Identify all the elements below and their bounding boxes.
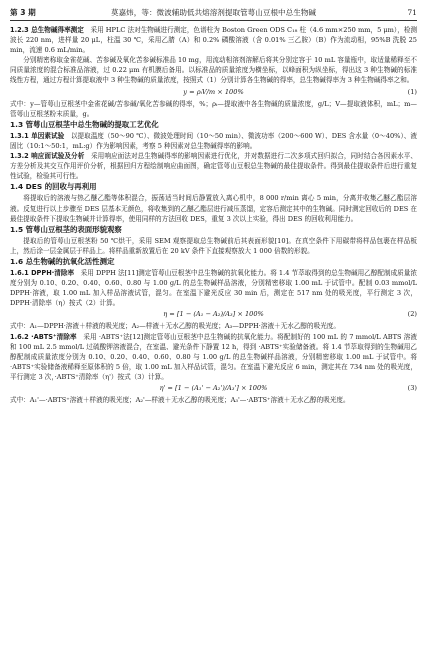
heading-1-5: 1.5 管萼山豆根茎的表面形貌观察 bbox=[10, 224, 122, 234]
heading-1-3-2: 1.3.2 响应面试验及分析 bbox=[10, 152, 85, 161]
issue-label: 第 3 期 bbox=[10, 8, 36, 17]
equation-2-body: η = [1 − (A₁ − A₂)/A₃] × 100% bbox=[163, 310, 264, 319]
heading-1-6: 1.6 总生物碱的抗氧化活性测定 bbox=[10, 256, 115, 266]
equation-3-number: (3) bbox=[407, 384, 417, 392]
equation-2-desc: 式中：A₁—DPPH·溶液＋样液的吸光度；A₂—样液＋无水乙醇的吸光度；A₃—DPPH·溶液＋无水乙醇的吸光度。 bbox=[10, 322, 340, 331]
equation-3-desc: 式中：A₁'—·ABTS⁺溶液＋样液的吸光度；A₂'—样液＋无水乙醇的吸光度；A₃'—·ABTS⁺溶液＋无水乙醇的吸光度。 bbox=[10, 396, 350, 404]
text-1-2-3-a: 采用 HPLC 法对生物碱进行测定，色谱柱为 Boston Green ODS C₁₈ 柱（4.6 mm×250 mm，5 μm），检测波长 220 nm，进样量 20 μL，柱温 30 ℃，采用乙腈（A）和 0.2% 磷酸溶液（含 0.01% 三乙胺）（B）作为流动相，95%B 洗脱 25 min，流速 0.6 mL/min。 bbox=[10, 26, 418, 55]
equation-1-body: y = ρᵢV/m × 100% bbox=[183, 87, 244, 96]
equation-2 bbox=[10, 309, 417, 320]
equation-1-number: (1) bbox=[407, 87, 417, 96]
page-header bbox=[10, 6, 417, 21]
heading-1-3-1: 1.3.1 单因素试验 bbox=[10, 131, 65, 140]
equation-3 bbox=[10, 383, 417, 394]
para-1-3-2 bbox=[10, 151, 417, 181]
text-1-3-1: 以提取温度（50～90 ℃）、微波处理时间（10～50 min）、微波功率（200～600 W）、DES 含水量（0～40%）、液固比（10:1～50:1，mL:g）作为影响因素，考察 5 种因素对总生物碱得率的影响。 bbox=[10, 131, 417, 150]
heading-1-4: 1.4 DES 的回收与再利用 bbox=[10, 182, 97, 192]
heading-1-6-1: 1.6.1 DPPH·清除率 bbox=[10, 269, 75, 278]
article-body bbox=[10, 25, 417, 405]
para-1-5: 提取后的管萼山豆根茎粉 50 ℃烘干，采用 SEM 观察提取总生物碱前后其表面形貌[10]。在真空条件下用碳带将样品包裹在样品板上，然后涂一层金属层于样品上。将样品重新放置后在 20 kV 条件下直接观察放大 1 000 倍数的形貌。 bbox=[10, 236, 417, 255]
running-title: 莫嘉炜，等：微波辅助低共熔溶剂提取管萼山豆根中总生物碱 bbox=[110, 8, 317, 17]
heading-1-2-3: 1.2.3 总生物碱得率测定 bbox=[10, 26, 84, 34]
equation-1 bbox=[10, 87, 417, 98]
para-1-4: 将提取后的溶液与热乙醚乙酯等体积混合，振荡适当时间后静置放入离心机中，8 000 r/min 离心 5 min，分离并收集乙醚乙酯层溶液。反复进行以上步骤至 DES 层基本无颜色，将收集到的乙醚乙酯层进行减压蒸馏，定容后测定其中的生物碱。同时测定回收后的 DES 在最佳提取条件下提取生物碱并计算得率，使用同样的方法回收 DES，重复 3 次以上实验，得出 DES 的回收利用能力。 bbox=[10, 194, 417, 223]
equation-2-number: (2) bbox=[407, 310, 417, 319]
para-1-2-3-b: 分别精密称取金雀花碱、苦参碱及氧化苦参碱标准品 10 mg，用流动相溶剂溶解后将其分别定容于 10 mL 容量瓶中，取适量稀释至不同质量浓度的混合标准品溶液，过 0.22 μm 有机膜后备用。以标准品的质量浓度为横坐标，以峰面积为纵坐标，得出这 3 种生物碱的标准线性方程，通过方程计算提取液中 3 种生物碱的质量浓度，按照式（1）分别计算各生物碱的得率，总生物碱得率为 3 种生物碱得率之和。 bbox=[10, 56, 417, 85]
para-1-6-2 bbox=[10, 332, 417, 382]
text-1-3-2: 采用响应面法对总生物碱得率的影响因素进行优化，并对数据进行二次多项式回归拟合，同时结合各因素水平、方差分析及其交互作用评价分析，根据回归方程绘制响应曲面图，确定管萼山豆根总生物碱的最佳提取条件。得到最佳提取条件后进行重复性试验，检验其可行性。 bbox=[10, 152, 418, 181]
text-1-6-2: 采用 ·ABTS⁺法[12]测定管萼山豆根茎中总生物碱的抗氧化能力。将配制好的 100 mL 的 7 mmol/L ABTS 溶液和 100 mL 2.5 mmol/L 过硫酸钾溶液混合，在室温、避光条件下静置 12 h，得到 ·ABTS⁺实验储备液。将 1.4 节萃取得到的生物碱用乙醇配制成质量浓度分别为 0.10、0.20、0.40、0.60、0.80 与 1.00 g/L 的总生物碱样品溶液，分别精密移取 1.00 mL 于试管中。将 ·ABTS⁺实验储备液稀释至原体积的 5 倍，取 1.00 mL 加入样品试管，混匀。在室温下避光反应 6 min，测定其在 734 nm 处的吸光度，平行测定 3 次，·ABTS⁺清除率（η'）按式（3）计算。 bbox=[10, 332, 417, 381]
text-1-6-1: 采用 DPPH 法[11]测定管萼山豆根茎中总生物碱的抗氧化能力。将 1.4 节萃取得到的总生物碱用乙醇配制成质量浓度分别为 0.10、0.20、0.40、0.60、0.80 与 1.00 g/L 的总生物碱样品溶液，分别精密移取 1.00 mL 于试管中。配制 0.03 mmol/L DPPH·溶液，取 1.00 mL 加入样品溶液试管，混匀。在室温下避光反应 30 min 后，测定在 517 nm 处的吸光度，平行测定 3 次，DPPH·清除率（η）按式（2）计算。 bbox=[10, 269, 417, 308]
heading-1-3: 1.3 管萼山豆根茎中总生物碱的提取工艺优化 bbox=[10, 119, 159, 129]
equation-3-body: η' = [1 − (A₁' − A₂')/A₃'] × 100% bbox=[159, 384, 268, 392]
page-number: 71 bbox=[407, 8, 417, 17]
para-1-2-3 bbox=[10, 25, 417, 55]
heading-1-6-2: 1.6.2 ·ABTS⁺清除率 bbox=[10, 332, 77, 341]
para-1-6-1 bbox=[10, 268, 417, 308]
para-1-3-1 bbox=[10, 131, 417, 151]
equation-1-desc: 式中：y—管萼山豆根茎中金雀花碱/苦参碱/氧化苦参碱的得率，%；ρᵢ—提取液中各生物碱的质量浓度，g/L；V—提取液体积，mL；m—管萼山豆根茎粉末质量，g。 bbox=[10, 99, 417, 118]
